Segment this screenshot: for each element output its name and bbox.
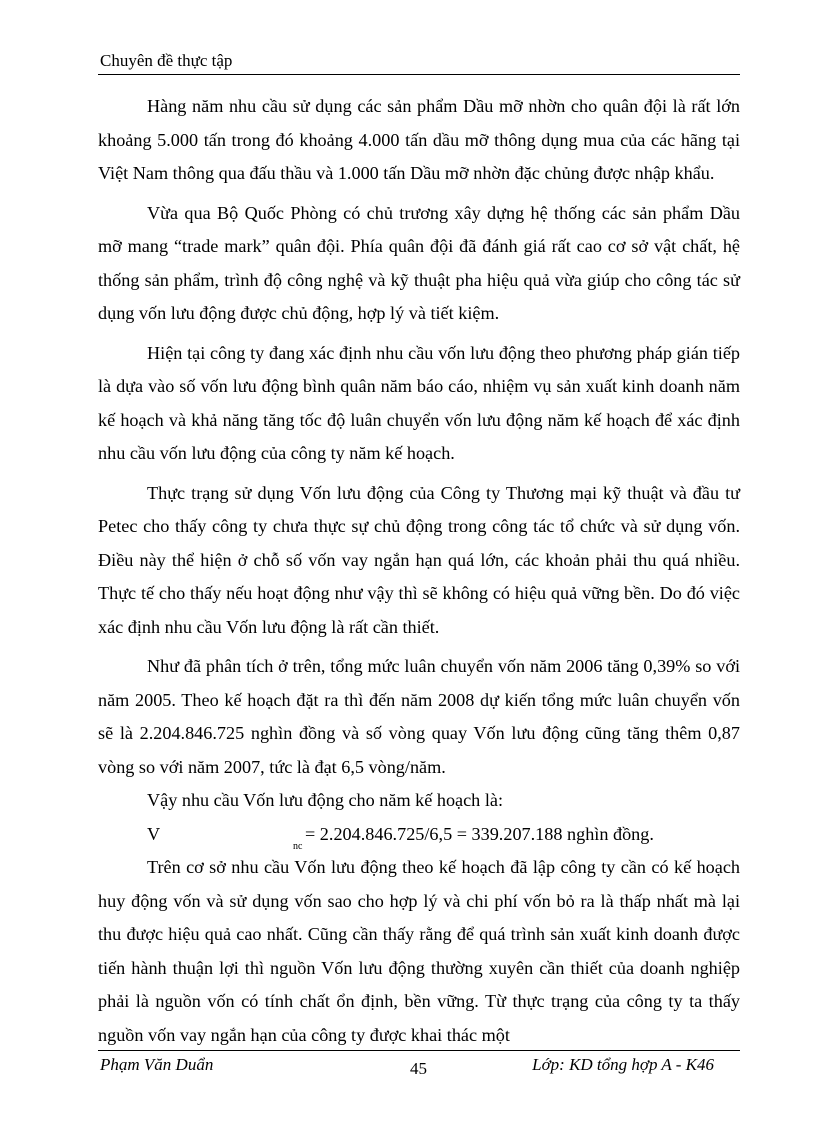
- header-title: Chuyên đề thực tập: [100, 51, 233, 70]
- page-footer: [98, 1050, 740, 1083]
- formula-subscript: nc: [293, 840, 303, 852]
- paragraph-7: Trên cơ sở nhu cầu Vốn lưu động theo kế hoạch đã lập công ty cần có kế hoạch huy động vốn và sử dụng vốn sao cho hợp lý và chi phí vốn bỏ ra là thấp nhất mà lại thu được hiệu quả cao nhất. Cũng cần thấy rằng để quá trình sản xuất kinh doanh được tiến hành thuận lợi thì nguồn Vốn lưu động thường xuyên cần thiết của doanh nghiệp phải là nguồn vốn có tính chất ổn định, bền vững. Từ thực trạng của công ty ta thấy nguồn vốn vay ngắn hạn của công ty được khai thác một: [98, 857, 740, 1045]
- page-header: [98, 48, 740, 75]
- paragraph-3: Hiện tại công ty đang xác định nhu cầu vốn lưu động theo phương pháp gián tiếp là dựa vào số vốn lưu động bình quân năm báo cáo, nhiệm vụ sản xuất kinh doanh năm kế hoạch và khả năng tăng tốc độ luân chuyển vốn lưu động năm kế hoạch để xác định nhu cầu vốn lưu động của công ty năm kế hoạch.: [98, 342, 740, 463]
- paragraph-6: Vậy nhu cầu Vốn lưu động cho năm kế hoạch là:: [147, 790, 504, 810]
- paragraph-2: Vừa qua Bộ Quốc Phòng có chủ trương xây dựng hệ thống các sản phẩm Dầu mỡ mang “trade mark” quân đội. Phía quân đội đã đánh giá rất cao cơ sở vật chất, hệ thống sản phẩm, trình độ công nghệ và kỹ thuật pha hiệu quả vừa giúp cho công tác sử dụng vốn lưu động được chủ động, hợp lý và tiết kiệm.: [98, 202, 740, 323]
- formula-expression: = 2.204.846.725/6,5 = 339.207.188 nghìn đồng.: [305, 823, 654, 844]
- formula-line: [98, 818, 740, 852]
- paragraph-4: Thực trạng sử dụng Vốn lưu động của Công ty Thương mại kỹ thuật và đầu tư Petec cho thấy công ty chưa thực sự chủ động trong công tác tổ chức và sử dụng vốn. Điều này thể hiện ở chỗ số vốn vay ngắn hạn quá lớn, các khoản phải thu quá nhiều. Thực tế cho thấy nếu hoạt động như vậy thì sẽ không có hiệu quả vững bền. Do đó việc xác định nhu cầu Vốn lưu động là rất cần thiết.: [98, 482, 740, 637]
- page-number: 45: [410, 1059, 427, 1078]
- formula-variable: V: [147, 823, 161, 844]
- document-body: [98, 90, 740, 1052]
- paragraph-1: Hàng năm nhu cầu sử dụng các sản phẩm Dầu mỡ nhờn cho quân đội là rất lớn khoảng 5.000 tấn trong đó khoảng 4.000 tấn dầu mỡ thông dụng mua của các hãng tại Việt Nam thông qua đấu thầu và 1.000 tấn Dầu mỡ nhờn đặc chủng được nhập khẩu.: [98, 96, 740, 183]
- footer-author: Phạm Văn Duẩn: [100, 1055, 214, 1074]
- paragraph-5: Như đã phân tích ở trên, tổng mức luân chuyển vốn năm 2006 tăng 0,39% so với năm 2005. Theo kế hoạch đặt ra thì đến năm 2008 dự kiến tổng mức luân chuyển vốn sẽ là 2.204.846.725 nghìn đồng và số vòng quay Vốn lưu động cũng tăng thêm 0,87 vòng so với năm 2007, tức là đạt 6,5 vòng/năm.: [98, 656, 740, 777]
- footer-class: Lớp: KD tổng hợp A - K46: [532, 1055, 714, 1074]
